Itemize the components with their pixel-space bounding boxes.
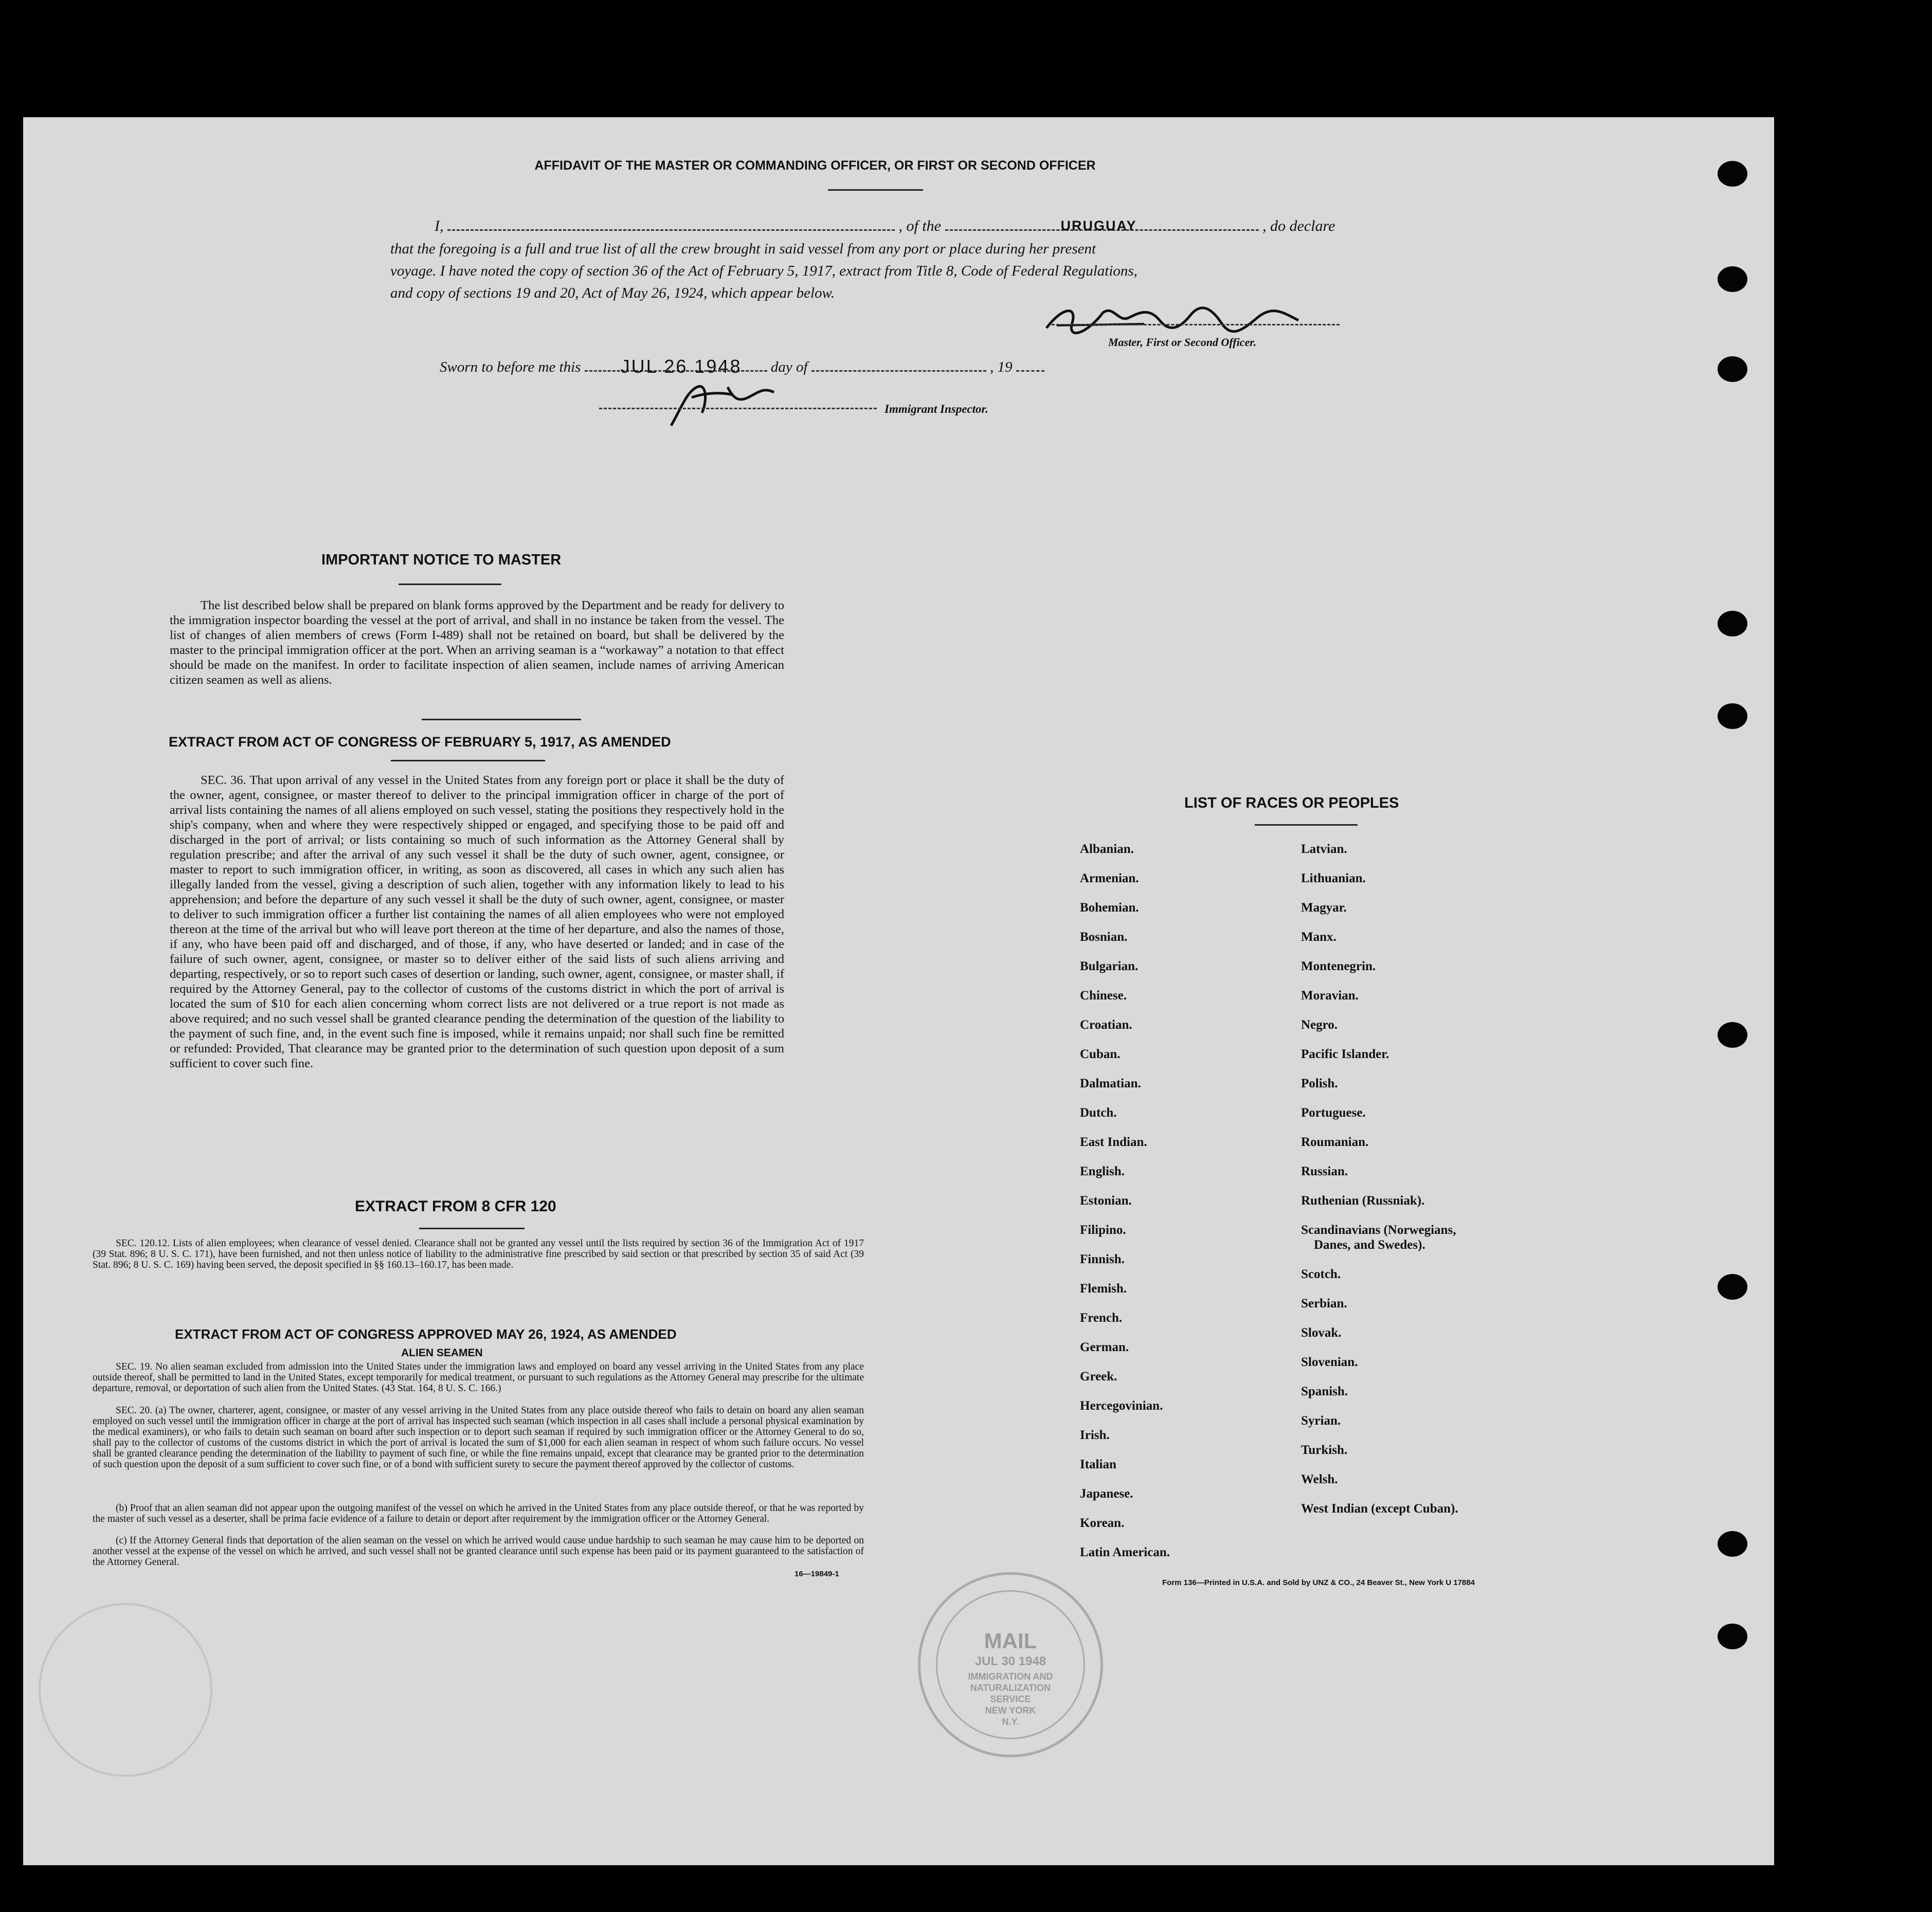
inspector-caption: Immigrant Inspector. (884, 403, 988, 415)
affidavit-body-line-3: and copy of sections 19 and 20, Act of May 26, 1924, which appear below. (390, 285, 835, 301)
sworn-day-blank (585, 356, 767, 377)
notice-end-rule (422, 719, 581, 720)
race-item: East Indian. (1080, 1135, 1147, 1149)
extract-1917-rule (391, 760, 545, 761)
race-item: Korean. (1080, 1516, 1125, 1530)
extract-1917-body: SEC. 36. That upon arrival of any vessel in the United States from any foreign port or place it shall be the duty of the owner, agent, consignee, or master thereof to deliver to the principal immigration officer in charge of the port of arrival lists containing the names of all aliens employed on such vessel, stating the positions they respectively hold in the ship's company, when and where they were respectively shipped or engaged, and specifying those to be paid off and discharged in the port of arrival; or lists containing so much of such information as the Attorney General shall by regulation prescribe; and after the arrival of any such vessel it shall be the duty of such owner, agent, consignee, or master to report to such immigration officer, in writing, as soon as discovered, all cases in which any such alien has illegally landed from the vessel, giving a description of such alien, together with any information likely to lead to his apprehension; and before the departure of any such vessel it shall be the duty of such owner, agent, consignee, or master to deliver to such immigration officer a further list containing the names of all alien employees who were not employed thereon at the time of the arrival but who will leave port thereon at the time of her departure, and also the names of those, if any, who have been paid off and discharged, and of those, if any, who have deserted or landed; and in case of the failure of such owner, agent, consignee, or master so to deliver either of the said lists of such aliens arriving and departing, respectively, or so to report such cases of desertion or landing, such owner, agent, consignee, or master shall, if required by the Attorney General, pay to the collector of customs of the customs district in which the port of arrival is located the sum of $10 for each alien concerning whom correct lists are not delivered or a true report is not made as above required; and no such vessel shall be granted clearance pending the determination of the question of the liability to the payment of such fine, and, in the event such fine is imposed, while it remains unpaid; nor shall such fine be remitted or refunded: Provided, That clearance may be granted prior to the determination of such question upon deposit of a sum sufficient to cover such fine. (170, 773, 784, 1070)
race-item: Greek. (1080, 1370, 1117, 1383)
race-item: Croatian. (1080, 1018, 1132, 1032)
race-item: Dalmatian. (1080, 1077, 1141, 1090)
stamp-date: JUL 30 1948 (974, 1654, 1046, 1668)
month-blank (811, 370, 986, 372)
notice-title: IMPORTANT NOTICE TO MASTER (321, 552, 562, 568)
race-item: German. (1080, 1340, 1129, 1354)
form-printed-note: Form 136—Printed in U.S.A. and Sold by UNZ & CO., 24 Beaver St., New York U 17884 (1162, 1578, 1475, 1587)
races-rule (1255, 824, 1358, 826)
mail-received-stamp (918, 1572, 1103, 1757)
master-signature (1041, 302, 1329, 338)
race-item: Moravian. (1301, 989, 1359, 1003)
race-item: Roumanian. (1301, 1135, 1369, 1149)
form-code: 16—19849-1 (795, 1570, 839, 1578)
race-item: Serbian. (1301, 1297, 1347, 1310)
punch-hole (1718, 266, 1747, 292)
race-item: West Indian (except Cuban). (1301, 1502, 1458, 1516)
race-item: Turkish. (1301, 1443, 1348, 1457)
punch-hole (1718, 703, 1747, 729)
race-item: Portuguese. (1301, 1106, 1366, 1120)
race-item: Italian (1080, 1458, 1116, 1471)
race-item: Irish. (1080, 1428, 1110, 1442)
punch-hole (1718, 1274, 1747, 1300)
punch-hole (1718, 611, 1747, 636)
cfr-rule (419, 1228, 525, 1229)
race-item: Bohemian. (1080, 901, 1139, 915)
race-item: Negro. (1301, 1018, 1338, 1032)
race-item: Bosnian. (1080, 930, 1128, 944)
punch-hole (1718, 1624, 1747, 1649)
punch-hole (1718, 161, 1747, 187)
race-item: Slovak. (1301, 1326, 1342, 1340)
sec-19-text: SEC. 19. No alien seaman excluded from admission into the United States under the immigration laws and employed on board any vessel arriving in the United States from any place outside thereof, shall be permitted to land in the United States, except temporarily for medical treatment, or pursuant to such regulations as the Attorney General may prescribe for the ultimate departure, removal, or deportation of such alien from the United States. (43 Stat. 164, 8 U. S. C. 166.) (93, 1361, 864, 1394)
race-item: Albanian. (1080, 842, 1134, 856)
notice-body: The list described below shall be prepared on blank forms approved by the Department and be ready for delivery to the immigration inspector boarding the vessel at the port of arrival, and shall in no instance be taken from the vessel. The list of changes of alien members of crews (Form I-489) shall not be retained on board, but shall be delivered by the master to the principal immigration officer at the port. When an arriving seaman is a “workaway” a notation to that effect should be made on the manifest. In order to facilitate inspection of alien seamen, include names of arriving American citizen seamen as well as aliens. (170, 598, 784, 687)
sworn-label: Sworn to before me this (440, 359, 581, 375)
affidavit-body-line-2: voyage. I have noted the copy of section 36 of the Act of February 5, 1917, extract from Title 8, Code of Federal Regulations, (390, 263, 1137, 279)
race-item: Scandinavians (Norwegians, (1301, 1223, 1456, 1237)
race-item: Latvian. (1301, 842, 1347, 856)
stamp-agency-2: NATURALIZATION (970, 1683, 1051, 1693)
punch-hole (1718, 1531, 1747, 1557)
sec-20b-text: (b) Proof that an alien seaman did not appear upon the outgoing manifest of the vessel on which he arrived in the United States from any place outside thereof, or that he was reported by the master of such vessel as a deserter, shall be prima facie evidence of a failure to detain or deport after requirement by the immigration officer or the Attorney General. (93, 1503, 864, 1524)
i-label: I, (435, 217, 444, 234)
race-item: Ruthenian (Russniak). (1301, 1194, 1425, 1208)
year-blank (1016, 370, 1044, 372)
race-item: Estonian. (1080, 1194, 1132, 1208)
race-item: Manx. (1301, 930, 1337, 944)
race-item: Welsh. (1301, 1472, 1338, 1486)
race-item: Syrian. (1301, 1414, 1341, 1428)
extract-1924-title: EXTRACT FROM ACT OF CONGRESS APPROVED MAY 26, 1924, AS AMENDED (175, 1326, 677, 1342)
stamp-city: NEW YORK (985, 1705, 1036, 1716)
race-item: Dutch. (1080, 1106, 1117, 1120)
extract-1917-title: EXTRACT FROM ACT OF CONGRESS OF FEBRUARY 5, 1917, AS AMENDED (169, 734, 671, 750)
document-page (23, 117, 1774, 1865)
race-item: Russian. (1301, 1164, 1348, 1178)
race-item: Latin American. (1080, 1545, 1170, 1559)
cfr-body: SEC. 120.12. Lists of alien employees; when clearance of vessel denied. Clearance shall not be granted any vessel until the lists required by section 36 of the Immigration Act of 1917 (39 Stat. 896; 8 U. S. C. 171), have been furnished, and not then unless notice of liability to the administrative fine prescribed by said section or that prescribed by section 35 of said Act (39 Stat. 896; 8 U. S. C. 169) having been served, the deposit specified in §§ 160.13–160.17, has been made. (93, 1238, 864, 1270)
sec-20c-text: (c) If the Attorney General finds that deportation of the alien seaman on the vessel on which he arrived would cause undue hardship to such seaman he may cause him to be deported on another vessel at the expense of the vessel on which he arrived, and such vessel shall not be granted clearance until such expense has been paid or its payment guaranteed to the satisfaction of the Attorney General. (93, 1535, 864, 1568)
master-name-blank (447, 229, 895, 231)
sworn-date-stamp: JUL 26 1948 (620, 356, 742, 377)
race-item: Magyar. (1301, 901, 1347, 915)
race-item: Spanish. (1301, 1385, 1348, 1398)
of-the-label: , of the (898, 217, 941, 234)
inspector-signature-line (599, 408, 877, 409)
do-declare-label: , do declare (1262, 217, 1335, 234)
inspector-signature (661, 377, 784, 428)
punch-hole (1718, 1022, 1747, 1048)
race-item: Japanese. (1080, 1487, 1133, 1501)
stamp-agency-1: IMMIGRATION AND (968, 1671, 1053, 1682)
race-item: French. (1080, 1311, 1123, 1325)
race-item: Polish. (1301, 1077, 1338, 1090)
race-item: Hercegovinian. (1080, 1399, 1163, 1413)
extract-1924-subtitle: ALIEN SEAMEN (401, 1347, 483, 1359)
cfr-title: EXTRACT FROM 8 CFR 120 (355, 1198, 556, 1215)
master-signature-line (1052, 324, 1340, 325)
race-item: Filipino. (1080, 1223, 1126, 1237)
race-item: Armenian. (1080, 871, 1139, 885)
race-item: Scotch. (1301, 1267, 1341, 1281)
punch-hole (1718, 356, 1747, 382)
stamp-agency-3: SERVICE (990, 1694, 1031, 1704)
day-of-label: day of (770, 359, 808, 375)
sec-20a-text: SEC. 20. (a) The owner, charterer, agent, consignee, or master of any vessel arriving in the United States from any place outside thereof who fails to detain on board any alien seaman employed on such vessel until the immigration officer in charge at the port of arrival has inspected such seaman (which inspection in all cases shall include a personal physical examination by the medical examiners), or who fails to detain such seaman on board after such inspection or to deport such seaman if required by such immigration officer or the Attorney General to do so, shall pay to the collector of customs of the customs district in which the port of arrival is located the sum of $1,000 for each alien seaman in respect of whom such failure occurs. No vessel shall be granted clearance pending the determination of the liability to payment of such fine, or while the fine remains unpaid, except that clearance may be granted prior to the determination of such question upon the deposit of a sum sufficient to cover such fine, or of a bond with sufficient surety to secure the payment thereof approved by the collector of customs. (93, 1405, 864, 1470)
races-title: LIST OF RACES OR PEOPLES (1184, 795, 1399, 811)
embossed-seal (39, 1603, 212, 1777)
master-caption: Master, First or Second Officer. (1108, 336, 1257, 349)
race-item: Finnish. (1080, 1252, 1125, 1266)
race-item: Flemish. (1080, 1282, 1127, 1296)
year-prefix: , 19 (990, 359, 1013, 375)
race-item: Montenegrin. (1301, 959, 1376, 973)
stamp-mail: MAIL (984, 1629, 1037, 1653)
affidavit-declaration-line (435, 217, 1401, 235)
sworn-line (440, 356, 1044, 377)
race-item: Cuban. (1080, 1047, 1121, 1061)
stamp-state: N.Y. (1002, 1717, 1019, 1727)
race-item: Pacific Islander. (1301, 1047, 1389, 1061)
race-item: Slovenian. (1301, 1355, 1358, 1369)
vessel-name: URUGUAY (1060, 218, 1137, 233)
race-item: Bulgarian. (1080, 959, 1139, 973)
affidavit-body-line-1: that the foregoing is a full and true list of all the crew brought in said vessel from any port or place during her present (390, 241, 1096, 257)
title-rule (828, 189, 923, 191)
race-item: Chinese. (1080, 989, 1127, 1003)
affidavit-title: AFFIDAVIT OF THE MASTER OR COMMANDING OFFICER, OR FIRST OR SECOND OFFICER (534, 158, 1096, 173)
race-item: English. (1080, 1164, 1125, 1178)
race-item: Danes, and Swedes). (1314, 1238, 1425, 1252)
race-item: Lithuanian. (1301, 871, 1366, 885)
vessel-name-blank (945, 218, 1259, 233)
notice-rule (399, 584, 501, 585)
